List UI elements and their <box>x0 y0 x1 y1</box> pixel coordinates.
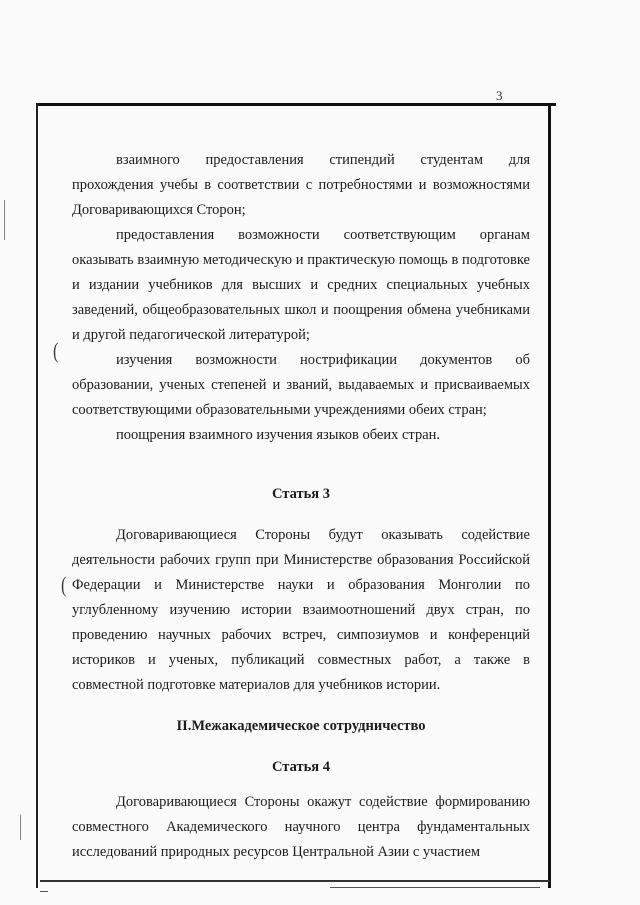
margin-bracket: ( <box>53 338 59 363</box>
page-frame-top <box>36 103 556 106</box>
page-frame-bottom <box>40 880 550 882</box>
paragraph-stipends-first-line: взаимного предоставления стипендий студентам для <box>116 152 530 168</box>
section-2-heading: II.Межакадемическое сотрудничество <box>176 718 426 734</box>
paragraph-textbooks: предоставления возможности соответствующим органам оказывать взаимную методическую и практическую помощь в подготовке и издании учебников для высших и средних специальных учебных заведений, общеобразовательных школ и поощрения обмена учебниками и другой педагогической литературой; <box>72 227 530 343</box>
article-3-text: Договаривающиеся Стороны будут оказывать содействие деятельности рабочих групп при Министерстве образования Российской Федерации и Министерстве науки и образования Монголии по углубленному изучению истории взаимоотношений двух стран, по проведению научных рабочих встреч, симпозиумов и конференций историков и ученых, публикаций совместных работ, а также в совместной подготовке материалов для учебников истории. <box>72 527 530 693</box>
page-number: 3 <box>496 88 503 103</box>
article-4-text: Договаривающиеся Стороны окажут содействие формированию совместного Академического научного центра фундаментальных исследований природных ресурсов Центральной Азии с участием <box>72 794 530 860</box>
paragraph-nostrification: изучения возможности нострификации документов об образовании, ученых степеней и званий, выдаваемых и присваиваемых соответствующими образовательными учреждениями обеих стран; <box>72 352 530 418</box>
page-frame-bottom-line <box>330 887 540 888</box>
page-frame-right <box>548 103 551 888</box>
scan-mark <box>20 815 21 840</box>
scan-mark <box>4 200 5 240</box>
paragraph-languages: поощрения взаимного изучения языков обеих стран. <box>116 427 441 443</box>
scan-dash <box>40 891 48 892</box>
paragraph-stipends: прохождения учебы в соответствии с потребностями и возможностями Договаривающихся Сторон; <box>72 177 530 218</box>
margin-bracket: ( <box>61 572 67 597</box>
article-3-heading: Статья 3 <box>272 486 330 502</box>
article-4-heading: Статья 4 <box>272 759 330 775</box>
page-frame-left <box>36 103 38 888</box>
document-body <box>72 148 530 865</box>
